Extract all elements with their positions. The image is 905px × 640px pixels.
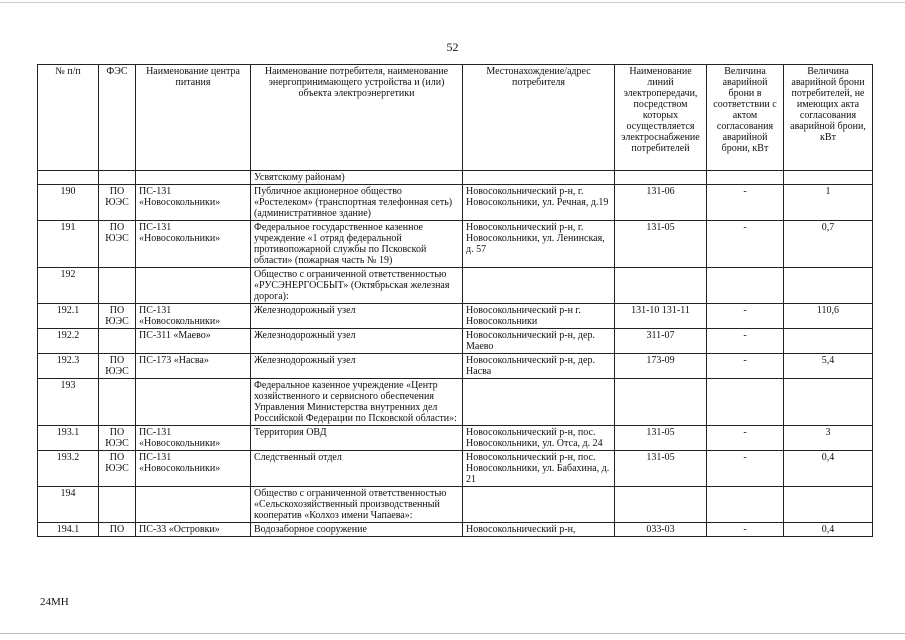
cell-lines: 173-09 [615,354,707,379]
cell-fes [99,487,136,523]
cell-fes [99,268,136,304]
cell-armor2: 0,4 [784,523,873,537]
cell-address: Новосокольнический р-н г. Новосокольники [463,304,615,329]
cell-number: 192.3 [38,354,99,379]
cell-center: ПС-311 «Маево» [136,329,251,354]
cell-lines [615,487,707,523]
scan-edge-line [0,633,905,634]
cell-address: Новосокольнический р-н, [463,523,615,537]
scan-edge-line [0,2,905,3]
header-number: № п/п [38,65,99,171]
table-row [38,379,873,426]
cell-armor: - [707,185,784,221]
cell-armor [707,268,784,304]
cell-fes: ПО ЮЭС [99,354,136,379]
cell-fes: ПО ЮЭС [99,221,136,268]
cell-center: ПС-131 «Новосокольники» [136,451,251,487]
cell-consumer: Железнодорожный узел [251,304,463,329]
cell-armor2: 5,4 [784,354,873,379]
cell-center [136,379,251,426]
power-reserve-table [37,64,873,537]
cell-address: Новосокольнический р-н, пос. Новосокольники, ул. Бабахина, д. 21 [463,451,615,487]
cell-lines: 131-06 [615,185,707,221]
header-power-center: Наименование центра питания [136,65,251,171]
cell-center [136,487,251,523]
cell-lines: 131-05 [615,426,707,451]
cell-armor2: 0,4 [784,451,873,487]
cell-armor2 [784,487,873,523]
cell-center [136,268,251,304]
cell-armor: - [707,304,784,329]
cell-consumer: Территория ОВД [251,426,463,451]
cell-consumer: Водозаборное сооружение [251,523,463,537]
cell-armor [707,379,784,426]
cell-lines [615,171,707,185]
cell-number: 191 [38,221,99,268]
cell-center [136,171,251,185]
table-row [38,221,873,268]
cell-armor: - [707,221,784,268]
cell-address: Новосокольнический р-н, дер. Маево [463,329,615,354]
cell-number: 192 [38,268,99,304]
cell-armor [707,487,784,523]
table-row [38,354,873,379]
cell-armor2: 1 [784,185,873,221]
cell-address [463,171,615,185]
cell-fes: ПО ЮЭС [99,185,136,221]
cell-armor: - [707,426,784,451]
cell-fes: ПО ЮЭС [99,426,136,451]
cell-lines: 033-03 [615,523,707,537]
cell-center: ПС-131 «Новосокольники» [136,304,251,329]
cell-consumer: Общество с ограниченной ответственностью «РУСЭНЕРГОСБЫТ» (Октябрьская железная дорога): [251,268,463,304]
table-row [38,426,873,451]
cell-address [463,268,615,304]
footer-code: 24МН [40,596,69,608]
cell-consumer: Железнодорожный узел [251,354,463,379]
header-consumer: Наименование потребителя, наименование энергопринимающего устройства и (или) объекта электроэнергетики [251,65,463,171]
page-number: 52 [446,40,459,54]
cell-center: ПС-131 «Новосокольники» [136,426,251,451]
cell-armor2 [784,268,873,304]
cell-number [38,171,99,185]
cell-address [463,487,615,523]
header-lines: Наименование линий электропередачи, посредством которых осуществляется электроснабжение потребителей [615,65,707,171]
cell-number: 193.2 [38,451,99,487]
cell-address: Новосокольнический р-н, пос. Новосокольники, ул. Отса, д. 24 [463,426,615,451]
cell-number: 194 [38,487,99,523]
cell-lines [615,268,707,304]
cell-lines: 131-05 [615,451,707,487]
cell-armor: - [707,451,784,487]
cell-center: ПС-131 «Новосокольники» [136,221,251,268]
header-armor-no-act: Величина аварийной брони потребителей, не имеющих акта согласования аварийной брони, кВт [784,65,873,171]
cell-consumer: Федеральное казенное учреждение «Центр хозяйственного и сервисного обеспечения Управления Министерства внутренних дел Российской Федерации по Псковской области»: [251,379,463,426]
cell-armor2 [784,379,873,426]
cell-fes [99,379,136,426]
header-armor-act: Величина аварийной брони в соответствии с актом согласования аварийной брони, кВт [707,65,784,171]
table-row [38,171,873,185]
cell-armor: - [707,523,784,537]
cell-number: 194.1 [38,523,99,537]
cell-fes: ПО ЮЭС [99,451,136,487]
cell-lines [615,379,707,426]
cell-fes [99,171,136,185]
cell-consumer: Федеральное государственное казенное учреждение «1 отряд федеральной противопожарной службы по Псковской области» (пожарная часть № 19) [251,221,463,268]
cell-consumer: Железнодорожный узел [251,329,463,354]
cell-lines: 131-05 [615,221,707,268]
table-header-row [38,65,873,171]
table-row [38,185,873,221]
cell-consumer: Следственный отдел [251,451,463,487]
cell-number: 192.2 [38,329,99,354]
cell-fes [99,329,136,354]
table-row [38,451,873,487]
cell-armor: - [707,354,784,379]
cell-consumer: Публичное акционерное общество «Ростелеком» (транспортная телефонная сеть) (административное здание) [251,185,463,221]
cell-address: Новосокольнический р-н, г. Новосокольники, ул. Ленинская, д. 57 [463,221,615,268]
cell-consumer: Усвятскому районам) [251,171,463,185]
header-fes: ФЭС [99,65,136,171]
cell-center: ПС-33 «Островки» [136,523,251,537]
cell-address: Новосокольнический р-н, дер. Насва [463,354,615,379]
table-row [38,487,873,523]
cell-fes: ПО [99,523,136,537]
cell-center: ПС-173 «Насва» [136,354,251,379]
cell-armor2 [784,171,873,185]
cell-armor2: 0,7 [784,221,873,268]
cell-number: 192.1 [38,304,99,329]
cell-lines: 131-10 131-11 [615,304,707,329]
table-row [38,268,873,304]
cell-armor [707,171,784,185]
cell-consumer: Общество с ограниченной ответственностью «Сельскохозяйственный производственный кооператив «Колхоз имени Чапаева»: [251,487,463,523]
cell-address: Новосокольнический р-н, г. Новосокольники, ул. Речная, д.19 [463,185,615,221]
cell-lines: 311-07 [615,329,707,354]
cell-armor2: 110,6 [784,304,873,329]
cell-number: 190 [38,185,99,221]
header-address: Местонахождение/адрес потребителя [463,65,615,171]
cell-armor2: 3 [784,426,873,451]
cell-number: 193 [38,379,99,426]
cell-center: ПС-131 «Новосокольники» [136,185,251,221]
table-row [38,304,873,329]
table-row [38,523,873,537]
table-row [38,329,873,354]
cell-fes: ПО ЮЭС [99,304,136,329]
cell-armor2 [784,329,873,354]
cell-number: 193.1 [38,426,99,451]
cell-address [463,379,615,426]
cell-armor: - [707,329,784,354]
